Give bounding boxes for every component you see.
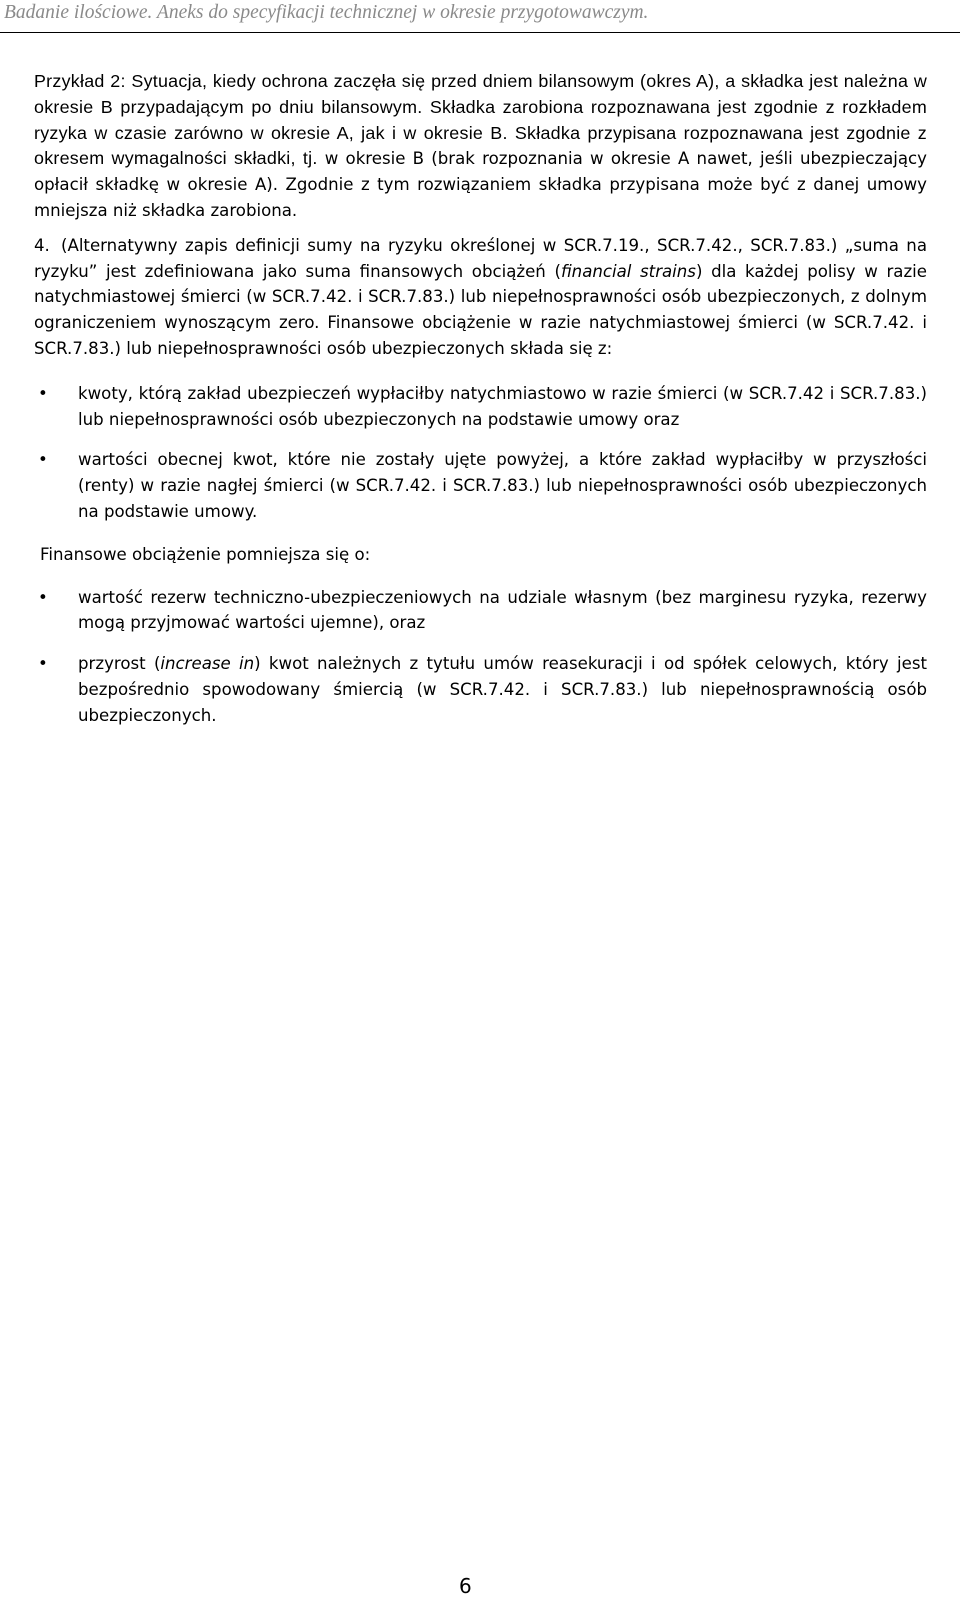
list-item: [34, 381, 927, 433]
running-header-title: Badanie ilościowe. Aneks do specyfikacji technicznej w okresie przygotowawczym.: [4, 2, 649, 23]
list-item: [34, 585, 927, 637]
list-item-text: wartości obecnej kwot, które nie zostały ujęte powyżej, a które zakład wypłaciłby w przyszłości (renty) w razie nagłej śmierci (w SCR.7.42. i SCR.7.83.) lub niepełnosprawności osób ubezpieczonych na podstawie umowy.: [78, 450, 927, 521]
list-item-italic-term: increase in: [160, 654, 255, 674]
bullet-icon: •: [38, 654, 48, 674]
item-4-text-intro: (Alternatywny zapis definicji sumy na ryzyku określonej w SCR.7.19., SCR.7.42., SCR.7.83.): [61, 235, 845, 255]
item-4-quoted-term: „suma na ryzyku”: [34, 235, 927, 281]
item-4-italic-term: financial strains: [560, 261, 696, 281]
list-item: [34, 651, 927, 728]
components-list: [34, 381, 927, 525]
example-2-text-continued: w okresie B (brak rozpoznania w okresie A nawet, jeśli ubezpieczający opłacił składkę w okresie A). Zgodnie z tym rozwiązaniem składka przypisana może być z danej umowy mniejsza niż składka zarobiona.: [34, 149, 927, 220]
item-4-text-middle: jest zdefiniowana jako suma finansowych obciążeń (: [97, 261, 561, 281]
page-number: 6: [459, 1574, 472, 1598]
item-4-number: 4.: [34, 235, 50, 255]
example-2-paragraph: [34, 69, 927, 224]
list-item-text: kwoty, którą zakład ubezpieczeń wypłaciłby natychmiastowo w razie śmierci (w SCR.7.42 i SCR.7.83.) lub niepełnosprawności osób ubezpieczonych na podstawie umowy oraz: [78, 383, 927, 429]
item-4-paragraph: [34, 233, 927, 362]
item-4-text-end: ) dla każdej polisy w razie natychmiastowej śmierci (w SCR.7.42. i SCR.7.83.) lub niepełnosprawności osób ubezpieczonych, z dolnym ograniczeniem wynoszącym zero. Finansowe obciążenie w razie natychmiastowej śmierci (w SCR.7.42. i SCR.7.83.) lub niepełnosprawności osób ubezpieczonych składa się z:: [34, 261, 927, 358]
bullet-icon: •: [38, 587, 48, 607]
list-item: [34, 447, 927, 524]
list-item-text-start: przyrost (: [78, 654, 161, 674]
list-item-text: wartość rezerw techniczno-ubezpieczeniowych na udziale własnym (bez marginesu ryzyka, rezerwy mogą przyjmować wartości ujemne), oraz: [78, 587, 927, 633]
running-header: [0, 2, 960, 33]
document-body: [34, 69, 927, 729]
list-item-text-end: ) kwot należnych z tytułu umów reasekuracji i od spółek celowych, który jest bezpośrednio spowodowany śmiercią (w SCR.7.42. i SCR.7.83.) lub niepełnosprawnością osób ubezpieczonych.: [78, 654, 927, 725]
bullet-icon: •: [38, 383, 48, 403]
bullet-icon: •: [38, 450, 48, 470]
example-2-text: Przykład 2: Sytuacja, kiedy ochrona zaczęła się przed dniem bilansowym (okres A), a składka jest należna w okresie B przypadającym po dniu bilansowym. Składka zarobiona rozpoznawana jest zgodnie z rozkładem ryzyka w czasie zarówno w okresie A, jak i w okresie B. Składka przypisana rozpoznawana jest zgodnie z okresem wymagalności składki, tj.: [34, 71, 927, 169]
reduction-list: [34, 585, 927, 729]
reduction-heading: Finansowe obciążenie pomniejsza się o:: [40, 544, 371, 564]
